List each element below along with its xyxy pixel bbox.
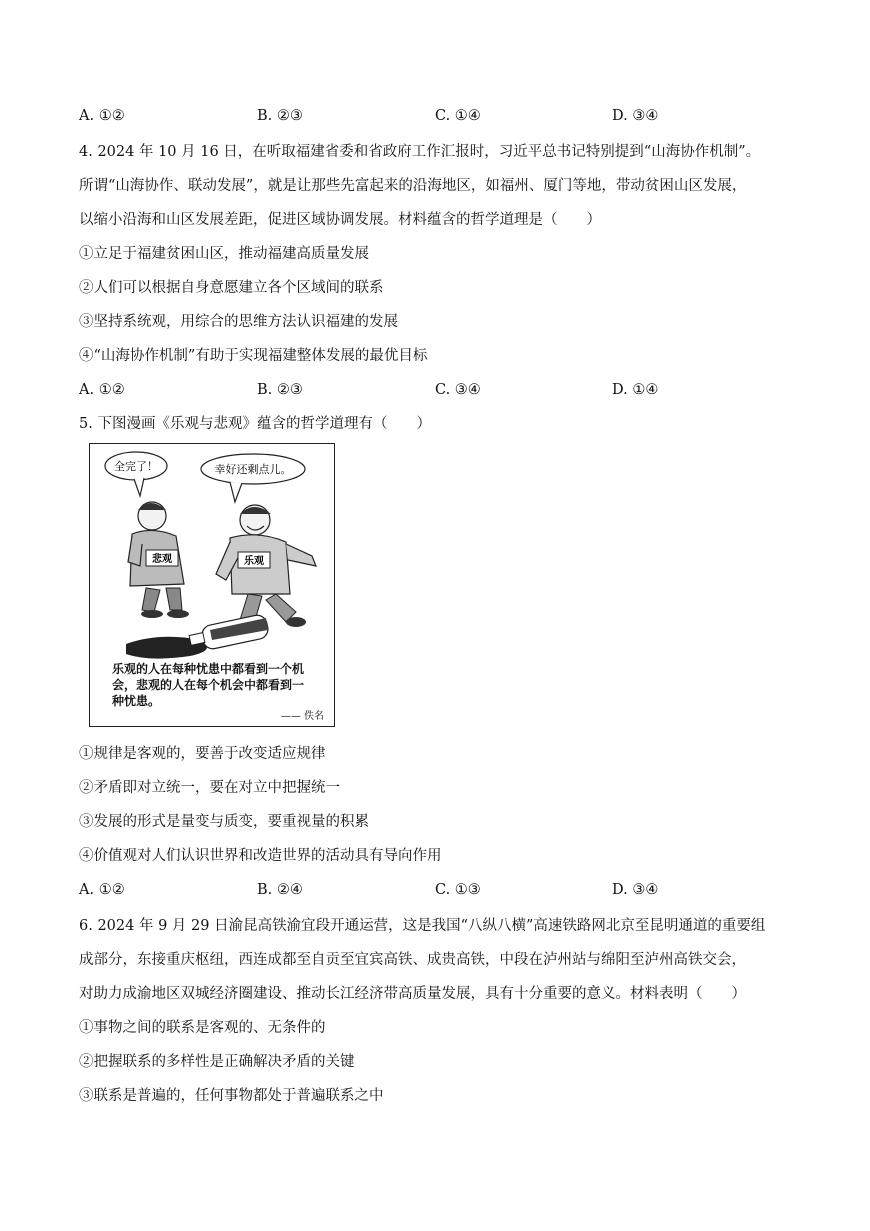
q4-option-a: A. ①② [79,382,125,398]
q4-statement-2: ②人们可以根据自身意愿建立各个区域间的联系 [79,280,384,296]
q4-stem-line-2: 所谓“山海协作、联动发展”，就是让那些先富起来的沿海地区，如福州、厦门等地，带动贫困山区发展， [79,178,747,194]
q4-stem-line-3: 以缩小沿海和山区发展差距，促进区域协调发展。材料蕴含的哲学道理是（ ） [79,212,601,228]
q5-stem: 5. 下图漫画《乐观与悲观》蕴含的哲学道理有（ ） [79,416,431,432]
q5-option-c: C. ①③ [435,882,481,898]
q5-statement-4: ④价值观对人们认识世界和改造世界的活动具有导向作用 [79,848,442,864]
q4-statement-4: ④“山海协作机制”有助于实现福建整体发展的最优目标 [79,348,428,364]
pessimist-figure [128,502,189,618]
q6-stem-line-3: 对助力成渝地区双城经济圈建设、推动长江经济带高质量发展，具有十分重要的意义。材料表明（ ） [79,986,746,1002]
optimism-tag: 乐观 [244,556,264,567]
cartoon-author: —— 佚名 [280,711,324,722]
q4-stem-line-1: 4. 2024 年 10 月 16 日，在听取福建省委和省政府工作汇报时，习近平总书记特别提到“山海协作机制”。 [79,144,761,160]
q6-statement-2: ②把握联系的多样性是正确解决矛盾的关键 [79,1054,355,1070]
q4-option-b: B. ②③ [257,382,303,398]
q5-statement-1: ①规律是客观的，要善于改变适应规律 [79,746,326,762]
cartoon-caption-line-1: 乐观的人在每种忧患中都看到一个机 [112,662,305,676]
left-bubble-text: 全完了！ [114,460,158,473]
q4-statement-1: ①立足于福建贫困山区，推动福建高质量发展 [79,246,369,262]
optimism-pessimism-cartoon [89,443,335,727]
cartoon-caption-line-2: 会，悲观的人在每个机会中都看到一 [112,678,305,692]
optimist-figure [216,505,316,632]
q5-statement-3: ③发展的形式是量变与质变，要重视量的积累 [79,814,369,830]
spilled-bottle [126,613,270,658]
q3-option-d: D. ③④ [612,108,659,124]
q6-stem-line-1: 6. 2024 年 9 月 29 日渝昆高铁渝宜段开通运营，这是我国“八纵八横”高速铁路网北京至昆明通道的重要组 [79,918,766,934]
q4-option-c: C. ③④ [435,382,481,398]
q5-option-a: A. ①② [79,882,125,898]
q5-statement-2: ②矛盾即对立统一，要在对立中把握统一 [79,780,340,796]
pessimism-tag: 悲观 [152,554,172,565]
q4-option-d: D. ①④ [612,382,659,398]
q3-option-b: B. ②③ [257,108,303,124]
q6-statement-1: ①事物之间的联系是客观的、无条件的 [79,1020,326,1036]
q4-statement-3: ③坚持系统观，用综合的思维方法认识福建的发展 [79,314,398,330]
cartoon-caption-line-3: 种忧患。 [112,694,161,708]
q3-option-c: C. ①④ [435,108,481,124]
q6-statement-3: ③联系是普遍的，任何事物都处于普遍联系之中 [79,1088,384,1104]
q3-option-a: A. ①② [79,108,125,124]
q5-option-d: D. ③④ [612,882,659,898]
q5-option-b: B. ②④ [257,882,303,898]
q6-stem-line-2: 成部分，东接重庆枢纽，西连成都至自贡至宜宾高铁、成贵高铁，中段在泸州站与绵阳至泸州高铁交会， [79,952,746,968]
right-bubble-text: 幸好还剩点儿。 [214,463,292,476]
